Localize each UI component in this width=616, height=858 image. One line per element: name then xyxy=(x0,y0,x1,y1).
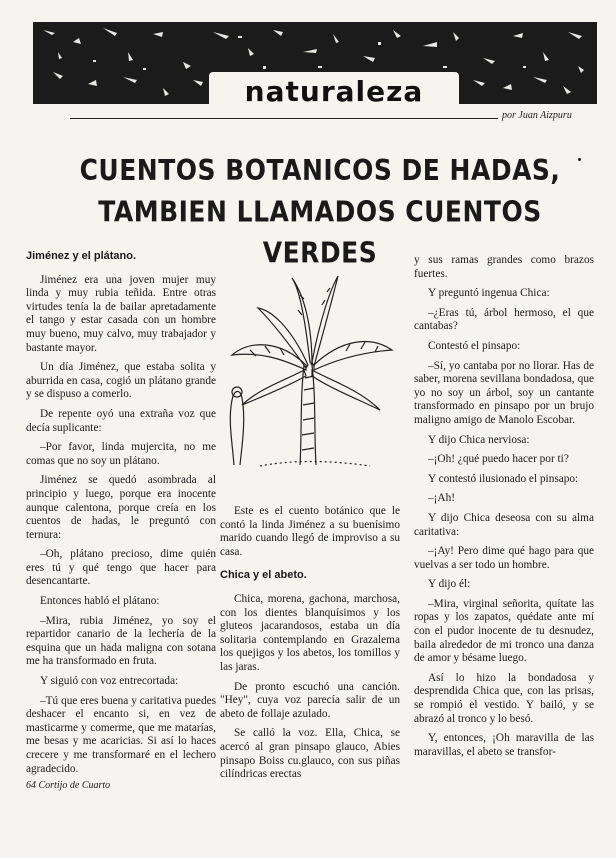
story-1-heading: Jiménez y el plátano. xyxy=(26,250,137,262)
paragraph: Un día Jiménez, que estaba solita y aburrida en casa, cogió un plátano grande y se dispuso a comerlo. xyxy=(26,361,216,401)
paragraph: y sus ramas grandes como brazos fuertes. xyxy=(414,254,594,280)
story-2-heading: Chica y el abeto. xyxy=(220,569,307,582)
figure-silhouette xyxy=(230,391,243,465)
paragraph: –Oh, plátano precioso, dime quién eres tú y qué tengo que hacer para desencantarte. xyxy=(26,548,216,588)
paragraph: Y dijo Chica nerviosa: xyxy=(428,433,530,446)
paragraph: –Por favor, linda mujercita, no me comas que no soy un plátano. xyxy=(26,441,216,467)
paragraph: –Mira, rubia Jiménez, yo soy el repartidor canario de la lechería de la esquina que un hada maligna con sotana me ha transformado en fruta. xyxy=(26,614,216,668)
banana-tree-illustration xyxy=(220,270,400,475)
paragraph: –¡Ay! Pero dime qué hago para que vuelvas a ser todo un hombre. xyxy=(414,545,594,571)
headline-line-1: CUENTOS BOTANICOS DE HADAS, xyxy=(79,153,561,187)
paragraph: Y dijo Chica deseosa con su alma caritativa: xyxy=(414,511,594,538)
paragraph: Así lo hizo la bondadosa y desprendida Chica que, con las prisas, se rompió el vestido. Y bailó, y se abrazó al tronco y lo besó. xyxy=(414,671,594,725)
paragraph: Jiménez se quedó asombrada al principio y luego, porque era inocente aunque calentona, porque creía en los cuentos de hadas, le preguntó con ternura: xyxy=(26,474,216,541)
paragraph: –¿Eras tú, árbol hermoso, el que cantabas? xyxy=(414,306,594,333)
byline-rule xyxy=(70,118,498,119)
paragraph: –Tú que eres buena y caritativa puedes deshacer el encanto si, en vez de masticarme y comerme, que me matarías, me besas y me acaricias. Si así lo haces crecere y me transformaré en el lechero agradecido. xyxy=(26,694,216,775)
paragraph: Y siguió con voz entrecortada: xyxy=(40,675,179,688)
paragraph: Y preguntó ingenua Chica: xyxy=(428,287,550,300)
paragraph: –Mira, virginal señorita, quítate las ropas y los zapatos, quédate ante mí con el pudor inocente de tu desnudez, baila alrededor de mi tronco una danza de amor y bésame luego. xyxy=(414,597,594,665)
page-footer: 64 Cortijo de Cuarto xyxy=(26,780,111,791)
paragraph: Y contestó ilusionado el pinsapo: xyxy=(428,472,579,485)
headline-line-2: TAMBIEN LLAMADOS CUENTOS VERDES xyxy=(98,194,542,270)
paragraph: Se calló la voz. Ella, Chica, se acercó al gran pinsapo glauco, Abies pinsapo Boiss cu.glauco, con sus piñas cilíndricas erectas xyxy=(220,727,400,781)
column-1 xyxy=(26,250,216,782)
paragraph: Jiménez era una joven mujer muy linda y muy rubia teñida. Entre otras virtudes tenía la de bailar apretadamente el tango y estar casada con un hombre muy bueno, muy calvo, muy trabajador y bastante mayor. xyxy=(26,273,216,354)
byline: por Juan Aizpuru xyxy=(502,110,572,121)
paragraph: –¡Oh! ¿qué puedo hacer por ti? xyxy=(428,453,569,466)
column-2 xyxy=(220,505,400,788)
paragraph: –Sí, yo cantaba por no llorar. Has de saber, morena sevillana bondadosa, que yo no soy un árbol, soy un cantante transformado en pinsapo por un brujo maligno amigo de Manolo Escobar. xyxy=(414,359,594,426)
paragraph: De pronto escuchó una canción. "Hey", cuya voz parecía salir de un abeto de follaje azulado. xyxy=(220,680,400,720)
paragraph: De repente oyó una extraña voz que decía suplicante: xyxy=(26,407,216,434)
paragraph: Y, entonces, ¡Oh maravilla de las maravillas, el abeto se transfor- xyxy=(414,732,594,758)
paragraph: Chica, morena, gachona, marchosa, con los dientes blanquísimos y los gluteos jacarandosos, estaba un día solitaria contemplando en Grazalema los quejigos y los abetos, los tomillos y las jaras. xyxy=(220,592,400,673)
section-banner xyxy=(33,22,597,104)
column-3 xyxy=(414,254,594,765)
paragraph: Contestó el pinsapo: xyxy=(428,339,521,352)
paragraph: –¡Ah! xyxy=(428,492,455,505)
banner-title: naturaleza xyxy=(209,72,459,104)
paragraph: Este es el cuento botánico que le contó la linda Jiménez a su buenísimo marido cuando llegó de improviso a su casa. xyxy=(220,505,400,558)
paragraph: Y dijo él: xyxy=(428,578,471,591)
paragraph: Entonces habló el plátano: xyxy=(40,595,160,608)
